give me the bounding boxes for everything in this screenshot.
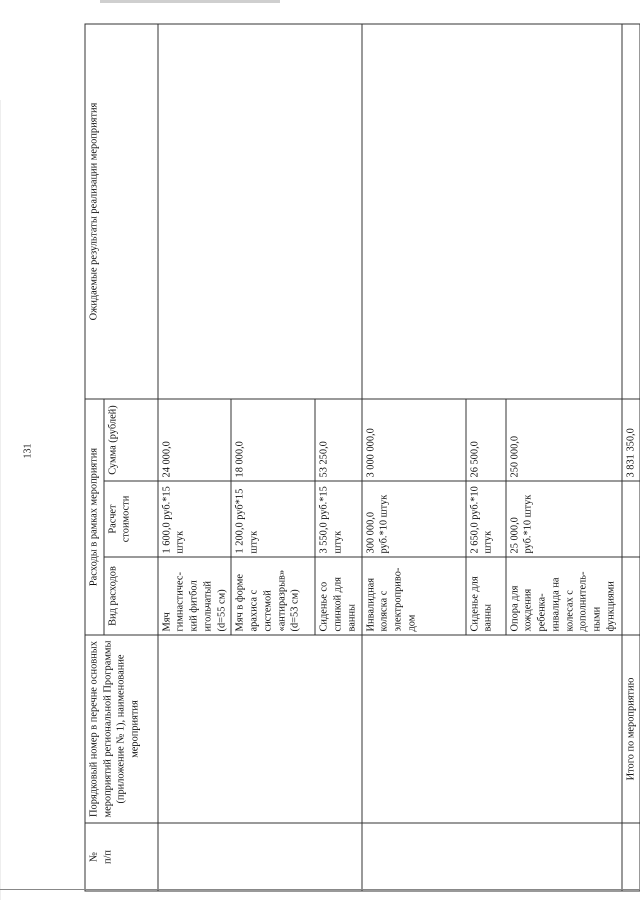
cell-calc: 300 000,0 руб.*10 штук	[361, 481, 465, 557]
cell-total-num	[621, 823, 640, 891]
header-sum-label: Сумма (рублей)	[106, 404, 118, 475]
cell-total-type	[621, 557, 640, 635]
table-row	[361, 24, 465, 891]
total-row	[621, 24, 640, 891]
cell-type: Опора для хождения ребенка-инвалида на колесах с дополнитель-ными функциями	[505, 557, 621, 635]
header-row-1	[85, 24, 104, 891]
cell-sum: 53 250,0	[315, 399, 361, 481]
cell-type: Мяч гимнастичес-кий фитбол игольчатый (d=55 см)	[157, 557, 231, 635]
header-name	[85, 635, 158, 823]
cell-calc: 2 650,0 руб.*10 штук	[465, 481, 505, 557]
cell-sum: 18 000,0	[231, 399, 315, 481]
page-bottom-rule	[0, 889, 640, 890]
cell-type: Сиденье для ванны	[465, 557, 505, 635]
page-number: 131	[22, 443, 34, 459]
cell-name-group-2	[361, 635, 621, 823]
cell-total-results	[621, 24, 640, 399]
cell-results-group-1	[157, 24, 361, 399]
header-expenses-group	[85, 399, 104, 635]
total-sum: 3 831 350,0	[621, 399, 640, 481]
header-expenses-label: Расходы в рамках мероприятия	[88, 447, 99, 586]
table-container	[84, 24, 636, 891]
cell-type: Мяч в форме арахиса с системой «антиразрыв» (d=53 см)	[231, 557, 315, 635]
header-name-label: Порядковый номер в перечне основных мероприятий региональной Программы (приложение № 1), наименование мероприятия	[88, 640, 141, 817]
cell-calc: 25 000,0 руб.*10 штук	[505, 481, 621, 557]
cell-results-group-2	[361, 24, 621, 399]
header-sum	[103, 399, 157, 481]
cell-total-calc	[621, 481, 640, 557]
cell-type: Инвалидная коляска с электроприво-дом	[361, 557, 465, 635]
header-calc	[103, 481, 157, 557]
header-results	[85, 24, 158, 399]
scan-edge	[0, 100, 1, 900]
cell-sum: 3 000 000,0	[361, 399, 465, 481]
cell-sum: 250 000,0	[505, 399, 621, 481]
table-row	[157, 24, 231, 891]
cell-calc: 3 550,0 руб.*15 штук	[315, 481, 361, 557]
header-num-label: № п/п	[88, 849, 113, 864]
cell-sum: 24 000,0	[157, 399, 231, 481]
header-num	[85, 823, 158, 891]
total-label: Итого по мероприятию	[621, 635, 640, 823]
cell-num-group-2	[361, 823, 621, 891]
cell-name-group-1	[157, 635, 361, 823]
cell-sum: 26 500,0	[465, 399, 505, 481]
cell-num-group-1	[157, 823, 361, 891]
rotated-table	[84, 24, 636, 891]
expenses-table	[84, 23, 640, 891]
cell-calc: 1 200,0 руб*15 штук	[231, 481, 315, 557]
header-type	[103, 557, 157, 635]
header-results-label: Ожидаемые результаты реализации мероприятия	[88, 102, 99, 320]
header-calc-label: Расчет стоимости	[106, 495, 132, 542]
header-type-label: Вид расходов	[106, 565, 118, 626]
scan-artifact	[100, 0, 280, 3]
cell-calc: 1 600,0 руб.*15 штук	[157, 481, 231, 557]
cell-type: Сиденье со спинкой для ванны	[315, 557, 361, 635]
